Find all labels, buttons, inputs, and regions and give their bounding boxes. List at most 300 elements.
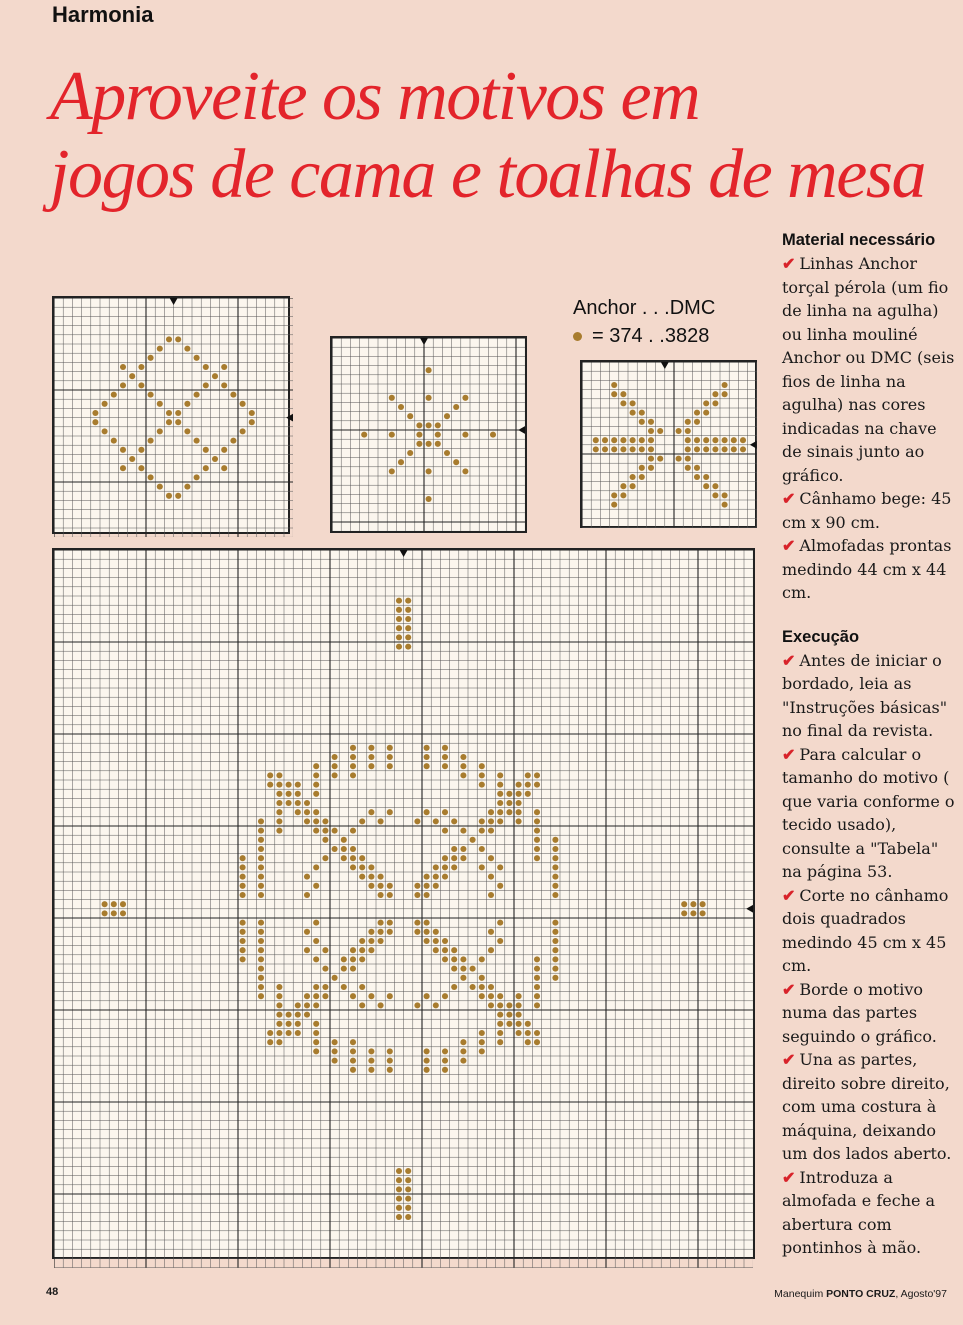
stitch-dot xyxy=(276,791,282,797)
stitch-dot xyxy=(378,892,384,898)
stitch-dot xyxy=(258,956,264,962)
stitch-dot xyxy=(350,1039,356,1045)
stitch-dot xyxy=(416,422,422,428)
stitch-dot xyxy=(175,336,181,342)
stitch-dot xyxy=(433,883,439,889)
stitch-dot xyxy=(424,920,430,926)
stitch-dot xyxy=(611,382,617,388)
stitch-dot xyxy=(426,422,432,428)
stitch-dot xyxy=(630,437,636,443)
stitch-dot xyxy=(387,763,393,769)
stitch-dot xyxy=(120,901,126,907)
stitch-dot xyxy=(313,809,319,815)
stitch-dot xyxy=(258,975,264,981)
stitch-dot xyxy=(740,446,746,452)
stitch-dot xyxy=(552,920,558,926)
stitch-dot xyxy=(694,410,700,416)
check-icon: ✔ xyxy=(782,1050,796,1069)
stitch-dot xyxy=(488,818,494,824)
stitch-dot xyxy=(433,938,439,944)
center-marker-icon xyxy=(750,441,757,449)
stitch-dot xyxy=(387,1067,393,1073)
stitch-dot xyxy=(194,392,200,398)
stitch-dot xyxy=(690,910,696,916)
list-item: ✔ Para calcular o tamanho do motivo ( que varia conforme o tecido usado), consulte a "Tabela" na página 53. xyxy=(782,744,955,881)
stitch-dot xyxy=(258,938,264,944)
stitch-dot xyxy=(534,837,540,843)
stitch-dot xyxy=(534,975,540,981)
stitch-dot xyxy=(552,855,558,861)
stitch-dot xyxy=(424,1058,430,1064)
stitch-dot xyxy=(700,901,706,907)
stitch-dot xyxy=(276,800,282,806)
stitch-dot xyxy=(497,809,503,815)
stitch-dot xyxy=(304,993,310,999)
stitch-dot xyxy=(359,984,365,990)
stitch-dot xyxy=(470,966,476,972)
stitch-dot xyxy=(368,947,374,953)
chart-motif-small-2 xyxy=(330,336,527,533)
stitch-dot xyxy=(258,920,264,926)
stitch-dot xyxy=(240,938,246,944)
stitch-dot xyxy=(396,625,402,631)
stitch-dot xyxy=(405,616,411,622)
stitch-dot xyxy=(240,883,246,889)
stitch-dot xyxy=(442,956,448,962)
stitch-dot xyxy=(295,1021,301,1027)
stitch-dot xyxy=(534,993,540,999)
materials-title: Material necessário xyxy=(782,231,936,249)
center-marker-icon xyxy=(661,362,669,369)
stitch-dot xyxy=(304,1002,310,1008)
stitch-dot xyxy=(359,818,365,824)
stitch-dot xyxy=(267,1039,273,1045)
stitch-dot xyxy=(648,446,654,452)
stitch-dot xyxy=(194,474,200,480)
stitch-dot xyxy=(442,1058,448,1064)
stitch-dot xyxy=(424,809,430,815)
check-icon: ✔ xyxy=(782,885,796,905)
stitch-dot xyxy=(175,410,181,416)
stitch-dot xyxy=(630,474,636,480)
stitch-dot xyxy=(361,432,367,438)
stitch-dot xyxy=(620,391,626,397)
stitch-dot xyxy=(497,1002,503,1008)
stitch-dot xyxy=(462,468,468,474)
stitch-dot xyxy=(497,993,503,999)
stitch-dot xyxy=(138,447,144,453)
stitch-dot xyxy=(442,874,448,880)
stitch-dot xyxy=(350,855,356,861)
stitch-dot xyxy=(497,938,503,944)
stitch-dot xyxy=(148,355,154,361)
list-item: ✔ Linhas Anchor torçal pérola (um fio de linha na agulha) ou linha mouliné Anchor ou DMC (seis fios de linha na agulha) nas cores indicadas na chave de sinais junto ao gráfico. xyxy=(782,254,955,485)
stitch-dot xyxy=(313,1002,319,1008)
stitch-dot xyxy=(258,855,264,861)
stitch-dot xyxy=(332,1048,338,1054)
check-icon: ✔ xyxy=(782,254,796,273)
stitch-dot xyxy=(426,468,432,474)
stitch-dot xyxy=(630,410,636,416)
stitch-dot xyxy=(611,492,617,498)
stitch-dot xyxy=(442,745,448,751)
stitch-dot xyxy=(479,984,485,990)
stitch-dot xyxy=(157,401,163,407)
stitch-dot xyxy=(424,1067,430,1073)
stitch-dot xyxy=(322,828,328,834)
chart-motif-small-3 xyxy=(580,360,757,528)
stitch-dot xyxy=(368,1048,374,1054)
stitch-dot xyxy=(416,432,422,438)
stitch-dot xyxy=(267,782,273,788)
stitch-dot xyxy=(424,754,430,760)
stitch-dot xyxy=(479,993,485,999)
stitch-dot xyxy=(552,837,558,843)
stitch-dot xyxy=(350,966,356,972)
stitch-dot xyxy=(276,984,282,990)
stitch-dot xyxy=(525,1021,531,1027)
stitch-dot xyxy=(534,782,540,788)
execution-title: Execução xyxy=(782,627,860,646)
stitch-dot xyxy=(341,846,347,852)
stitch-dot xyxy=(479,818,485,824)
stitch-dot xyxy=(685,456,691,462)
stitch-dot xyxy=(516,1030,522,1036)
stitch-dot xyxy=(639,437,645,443)
stitch-dot xyxy=(203,382,209,388)
stitch-dot xyxy=(525,1039,531,1045)
stitch-dot xyxy=(350,828,356,834)
stitch-dot xyxy=(712,483,718,489)
stitch-dot xyxy=(552,883,558,889)
headline-line-2: jogos de cama e toalhas de mesa xyxy=(50,136,926,213)
color-key-codes: = 374 . .3828 xyxy=(592,325,710,347)
stitch-dot xyxy=(442,828,448,834)
chart-motif-small-1 xyxy=(52,296,290,534)
stitch-dot xyxy=(451,864,457,870)
stitch-dot xyxy=(534,846,540,852)
stitch-dot xyxy=(731,446,737,452)
stitch-dot xyxy=(497,791,503,797)
stitch-dot xyxy=(685,446,691,452)
stitch-dot xyxy=(350,846,356,852)
stitch-dot xyxy=(703,400,709,406)
stitch-dot xyxy=(332,1058,338,1064)
stitch-dot xyxy=(676,428,682,434)
stitch-dot xyxy=(313,1039,319,1045)
stitch-dot xyxy=(552,966,558,972)
stitch-dot xyxy=(102,901,108,907)
stitch-dot xyxy=(258,883,264,889)
stitch-dot xyxy=(405,607,411,613)
stitch-dot xyxy=(368,1058,374,1064)
stitch-dot xyxy=(332,1039,338,1045)
stitch-dot xyxy=(648,437,654,443)
stitch-dot xyxy=(350,763,356,769)
stitch-dot xyxy=(460,1039,466,1045)
stitch-dot xyxy=(722,382,728,388)
stitch-dot xyxy=(460,956,466,962)
list-item: ✔ Introduza a almofada e feche a abertura com pontinhos à mão. xyxy=(782,1167,936,1257)
stitch-dot xyxy=(444,413,450,419)
stitch-dot xyxy=(378,1002,384,1008)
stitch-dot xyxy=(378,938,384,944)
stitch-dot xyxy=(506,791,512,797)
center-marker-icon xyxy=(286,414,293,422)
stitch-dot xyxy=(368,809,374,815)
stitch-dot xyxy=(722,391,728,397)
stitch-dot xyxy=(313,938,319,944)
stitch-dot xyxy=(460,846,466,852)
stitch-dot xyxy=(703,410,709,416)
stitch-dot xyxy=(258,892,264,898)
list-item: ✔ Corte no cânhamo dois quadrados medindo 45 cm x 45 cm. xyxy=(782,885,949,975)
stitch-dot xyxy=(368,874,374,880)
stitch-dot xyxy=(304,892,310,898)
stitch-dot xyxy=(405,1205,411,1211)
list-item: ✔ Almofadas prontas medindo 44 cm x 44 cm. xyxy=(782,536,952,602)
stitch-dot xyxy=(506,800,512,806)
stitch-dot xyxy=(313,1021,319,1027)
stitch-dot xyxy=(111,438,117,444)
stitch-dot xyxy=(286,1021,292,1027)
stitch-dot xyxy=(332,975,338,981)
stitch-dot xyxy=(157,346,163,352)
stitch-dot xyxy=(611,502,617,508)
stitch-dot xyxy=(433,874,439,880)
stitch-dot xyxy=(111,901,117,907)
stitch-dot xyxy=(230,438,236,444)
stitch-dot xyxy=(276,993,282,999)
stitch-dot xyxy=(620,437,626,443)
stitch-dot xyxy=(258,993,264,999)
stitch-dot xyxy=(184,484,190,490)
headline xyxy=(50,58,930,214)
stitch-dot xyxy=(102,910,108,916)
stitch-dot xyxy=(203,364,209,370)
stitch-dot xyxy=(221,465,227,471)
stitch-dot xyxy=(435,422,441,428)
stitch-dot xyxy=(240,874,246,880)
stitch-dot xyxy=(497,800,503,806)
stitch-dot xyxy=(396,607,402,613)
grid-lines-major xyxy=(332,338,525,531)
stitch-dot xyxy=(368,864,374,870)
stitch-dot xyxy=(157,428,163,434)
stitch-dot xyxy=(387,993,393,999)
stitch-dot xyxy=(350,993,356,999)
stitch-dot xyxy=(602,446,608,452)
stitch-dot xyxy=(460,828,466,834)
stitch-dot xyxy=(690,901,696,907)
stitch-dot xyxy=(460,754,466,760)
stitch-dot xyxy=(276,809,282,815)
stitch-dot xyxy=(534,818,540,824)
stitch-dot xyxy=(552,929,558,935)
stitch-dot xyxy=(534,828,540,834)
stitch-dot xyxy=(120,910,126,916)
stitch-dot xyxy=(286,791,292,797)
stitch-dot xyxy=(534,1030,540,1036)
stitch-dot xyxy=(479,846,485,852)
stitch-dot xyxy=(731,437,737,443)
stitch-dot xyxy=(240,855,246,861)
stitch-dot xyxy=(424,874,430,880)
stitch-dot xyxy=(453,404,459,410)
stitch-dot xyxy=(396,1186,402,1192)
stitch-dot xyxy=(497,782,503,788)
stitch-dot xyxy=(488,984,494,990)
stitch-dot xyxy=(313,1030,319,1036)
stitch-dot xyxy=(479,956,485,962)
stitch-dot xyxy=(534,1002,540,1008)
check-icon: ✔ xyxy=(782,1167,796,1187)
stitch-dot xyxy=(276,1039,282,1045)
stitch-dot xyxy=(460,1058,466,1064)
stitch-dot xyxy=(497,818,503,824)
stitch-dot xyxy=(221,382,227,388)
stitch-dot xyxy=(332,763,338,769)
grid-lines xyxy=(582,362,757,528)
stitch-dot xyxy=(249,410,255,416)
stitch-dot xyxy=(276,1021,282,1027)
stitch-dot xyxy=(313,763,319,769)
stitch-dot xyxy=(359,956,365,962)
stitch-dot xyxy=(166,493,172,499)
stitch-dot xyxy=(359,874,365,880)
stitch-dot xyxy=(368,993,374,999)
stitch-dot xyxy=(304,947,310,953)
stitch-dot xyxy=(676,456,682,462)
stitch-dot xyxy=(442,864,448,870)
stitch-dot xyxy=(350,772,356,778)
stitch-dot xyxy=(258,864,264,870)
stitch-dot xyxy=(639,446,645,452)
stitch-dot xyxy=(488,993,494,999)
stitch-dot xyxy=(295,800,301,806)
stitch-dot xyxy=(148,438,154,444)
stitch-dot xyxy=(322,993,328,999)
stitch-dot xyxy=(525,791,531,797)
stitch-dot xyxy=(516,1021,522,1027)
check-icon: ✔ xyxy=(782,744,796,764)
stitch-dot xyxy=(396,634,402,640)
stitch-dot xyxy=(442,1067,448,1073)
stitch-dot xyxy=(387,883,393,889)
stitch-dot xyxy=(120,382,126,388)
stitch-dot xyxy=(516,993,522,999)
stitch-dot xyxy=(516,1002,522,1008)
stitch-dot xyxy=(387,754,393,760)
stitch-dot xyxy=(313,1048,319,1054)
stitch-dot xyxy=(350,1048,356,1054)
stitch-dot xyxy=(396,1168,402,1174)
stitch-dot xyxy=(516,818,522,824)
stitch-dot xyxy=(313,956,319,962)
stitch-dot xyxy=(516,809,522,815)
stitch-dot xyxy=(387,892,393,898)
stitch-dot xyxy=(611,391,617,397)
stitch-dot xyxy=(648,419,654,425)
stitch-dot xyxy=(405,1186,411,1192)
stitch-dot xyxy=(359,855,365,861)
stitch-dot xyxy=(488,855,494,861)
stitch-dot xyxy=(359,938,365,944)
stitch-dot xyxy=(479,772,485,778)
stitch-dot xyxy=(387,920,393,926)
stitch-dot xyxy=(681,901,687,907)
stitch-dot xyxy=(276,1012,282,1018)
stitch-dot xyxy=(378,874,384,880)
stitch-dot xyxy=(378,818,384,824)
center-marker-icon xyxy=(400,550,408,557)
stitch-dot xyxy=(276,772,282,778)
stitch-dot xyxy=(332,846,338,852)
stitch-dot xyxy=(534,1039,540,1045)
stitch-dot xyxy=(700,910,706,916)
stitch-dot xyxy=(516,791,522,797)
stitch-dot xyxy=(534,984,540,990)
stitch-dot xyxy=(552,864,558,870)
stitch-dot xyxy=(435,441,441,447)
stitch-dot xyxy=(552,846,558,852)
stitch-dot xyxy=(433,818,439,824)
stitch-dot xyxy=(426,496,432,502)
stitch-dot xyxy=(396,1214,402,1220)
stitch-dot xyxy=(648,465,654,471)
stitch-dot xyxy=(286,782,292,788)
stitch-dot xyxy=(488,1002,494,1008)
stitch-dot xyxy=(435,432,441,438)
stitch-dot xyxy=(322,837,328,843)
materials-list xyxy=(782,252,958,605)
stitch-dot xyxy=(506,809,512,815)
stitch-dot xyxy=(488,892,494,898)
stitch-dot xyxy=(479,782,485,788)
stitch-dot xyxy=(258,929,264,935)
stitch-dot xyxy=(92,410,98,416)
stitch-dot xyxy=(221,447,227,453)
magazine-credit: Manequim PONTO CRUZ, Agosto'97 xyxy=(774,1288,947,1300)
stitch-dot xyxy=(129,373,135,379)
stitch-dot xyxy=(479,828,485,834)
stitch-dot xyxy=(313,828,319,834)
stitch-dot xyxy=(611,437,617,443)
stitch-dot xyxy=(639,410,645,416)
stitch-dot xyxy=(240,956,246,962)
stitch-dot xyxy=(479,1030,485,1036)
stitch-dot xyxy=(212,373,218,379)
list-item: ✔ Una as partes, direito sobre direito, com uma costura à máquina, deixando um dos lados aberto. xyxy=(782,1050,952,1163)
stitch-dot xyxy=(313,782,319,788)
stitch-dot xyxy=(313,920,319,926)
stitch-dot xyxy=(470,984,476,990)
stitch-dot xyxy=(460,772,466,778)
stitch-dot xyxy=(479,864,485,870)
stitch-dot xyxy=(451,818,457,824)
stitch-dot xyxy=(462,395,468,401)
stitch-grid xyxy=(332,338,525,531)
execution-list xyxy=(782,649,958,1260)
stitch-dot xyxy=(444,450,450,456)
stitch-dot xyxy=(525,772,531,778)
stitch-dot xyxy=(630,483,636,489)
stitch-dot xyxy=(249,419,255,425)
stitch-dot xyxy=(387,809,393,815)
stitch-dot xyxy=(497,883,503,889)
stitch-dot xyxy=(685,465,691,471)
stitch-dot xyxy=(389,432,395,438)
